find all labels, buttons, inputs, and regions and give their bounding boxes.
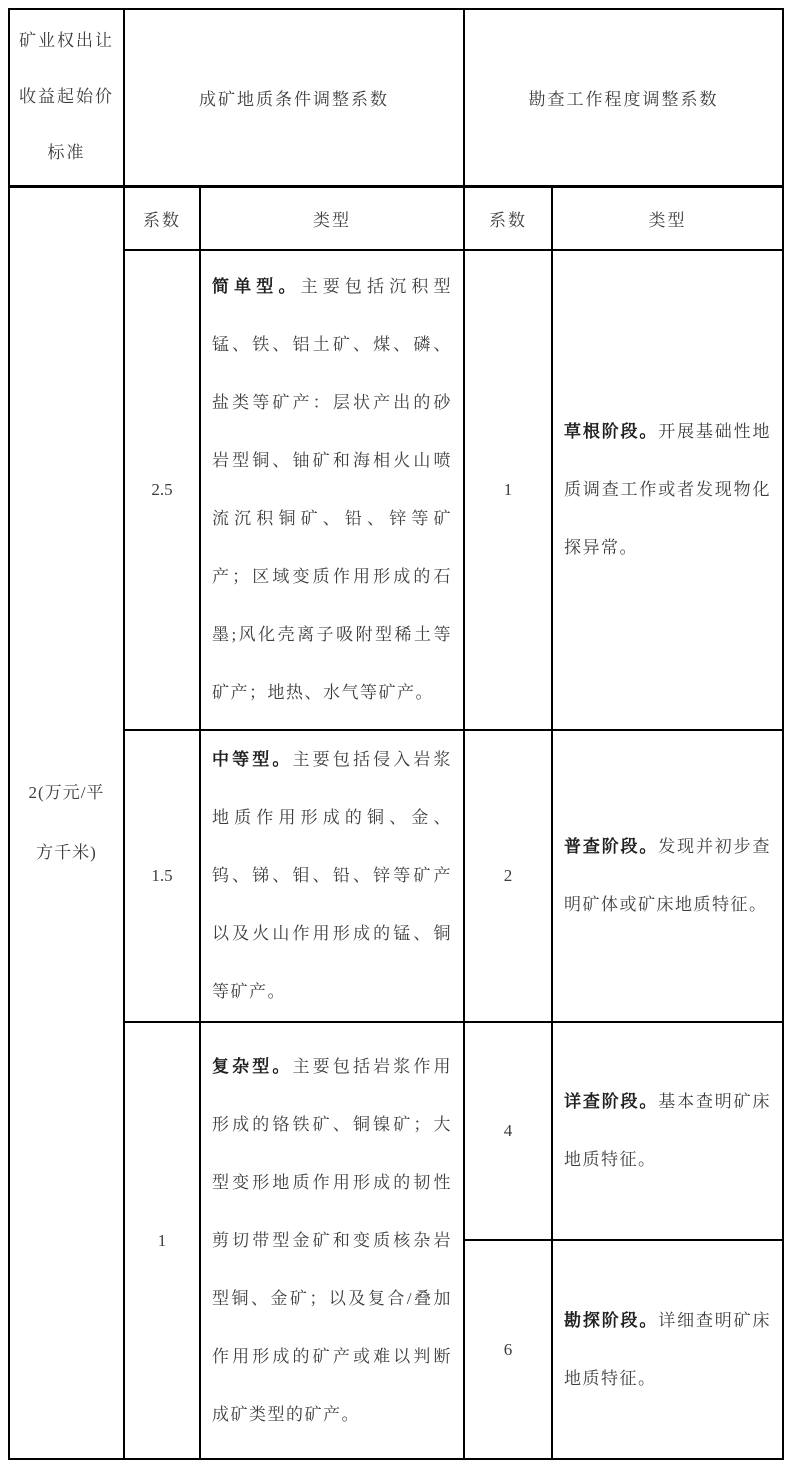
price-standard-value-cell — [9, 186, 124, 1459]
survey-type-header: 类型 — [552, 186, 783, 250]
survey-coef-grassroots: 1 — [464, 250, 552, 730]
geo-type-simple-lead: 简单型。 — [212, 277, 301, 296]
survey-coef-exploration: 6 — [464, 1240, 552, 1459]
survey-type-exploration-body: 详细查明矿床地质特征。 — [564, 1310, 771, 1388]
geo-conditions-group-header: 成矿地质条件调整系数 — [124, 9, 464, 186]
survey-type-grassroots — [552, 250, 783, 730]
geo-type-medium — [200, 730, 464, 1022]
survey-type-general — [552, 730, 783, 1022]
survey-type-general-lead: 普查阶段。 — [564, 837, 659, 856]
survey-coef-general: 2 — [464, 730, 552, 1022]
standards-table-container — [8, 8, 784, 1460]
header-row-sub — [9, 186, 783, 250]
survey-type-detailed-lead: 详查阶段。 — [564, 1092, 659, 1111]
survey-type-grassroots-lead: 草根阶段。 — [564, 422, 659, 441]
geo-type-header: 类型 — [200, 186, 464, 250]
geo-coef-simple: 2.5 — [124, 250, 200, 730]
geo-type-simple-body: 主要包括沉积型锰、铁、铝土矿、煤、磷、盐类等矿产：层状产出的砂岩型铜、铀矿和海相火山喷流沉积铜矿、铅、锌等矿产；区域变质作用形成的石墨;风化壳离子吸附型稀土等矿产；地热、水气等矿产。 — [212, 277, 453, 702]
survey-type-detailed-body: 基本查明矿床地质特征。 — [564, 1092, 771, 1169]
geo-coef-complex: 1 — [124, 1022, 200, 1459]
geo-coef-header: 系数 — [124, 186, 200, 250]
survey-type-exploration — [552, 1240, 783, 1459]
survey-type-general-body: 发现并初步查明矿体或矿床地质特征。 — [564, 837, 771, 914]
header-row-groups — [9, 9, 783, 186]
geo-type-complex — [200, 1022, 464, 1459]
survey-type-exploration-lead: 勘探阶段。 — [564, 1310, 659, 1330]
mining-rights-standards-table — [8, 8, 784, 1460]
geo-type-medium-lead: 中等型。 — [212, 750, 293, 769]
table-row — [9, 730, 783, 1022]
geo-coef-medium: 1.5 — [124, 730, 200, 1022]
survey-type-grassroots-body: 开展基础性地质调查工作或者发现物化探异常。 — [564, 422, 771, 557]
price-value-line1: 2(万元/平 — [28, 782, 105, 802]
price-value-line2: 方千米) — [36, 842, 97, 862]
price-standard-header-cell — [9, 9, 124, 186]
survey-coef-header: 系数 — [464, 186, 552, 250]
geo-type-complex-lead: 复杂型。 — [212, 1056, 293, 1076]
survey-level-group-header: 勘查工作程度调整系数 — [464, 9, 783, 186]
price-standard-header-line2: 收益起始价 — [19, 87, 114, 107]
survey-coef-detailed: 4 — [464, 1022, 552, 1240]
price-standard-header-line3: 标准 — [47, 143, 86, 163]
survey-type-detailed — [552, 1022, 783, 1240]
table-row — [9, 1022, 783, 1240]
price-standard-header-line1: 矿业权出让 — [19, 31, 114, 51]
table-row — [9, 250, 783, 730]
geo-type-complex-body: 主要包括岩浆作用形成的铬铁矿、铜镍矿；大型变形地质作用形成的韧性剪切带型金矿和变质核杂岩型铜、金矿；以及复合/叠加作用形成的矿产或难以判断成矿类型的矿产。 — [212, 1056, 453, 1424]
geo-type-simple — [200, 250, 464, 730]
geo-type-medium-body: 主要包括侵入岩浆地质作用形成的铜、金、钨、锑、钼、铅、锌等矿产以及火山作用形成的锰、铜等矿产。 — [212, 750, 453, 1001]
